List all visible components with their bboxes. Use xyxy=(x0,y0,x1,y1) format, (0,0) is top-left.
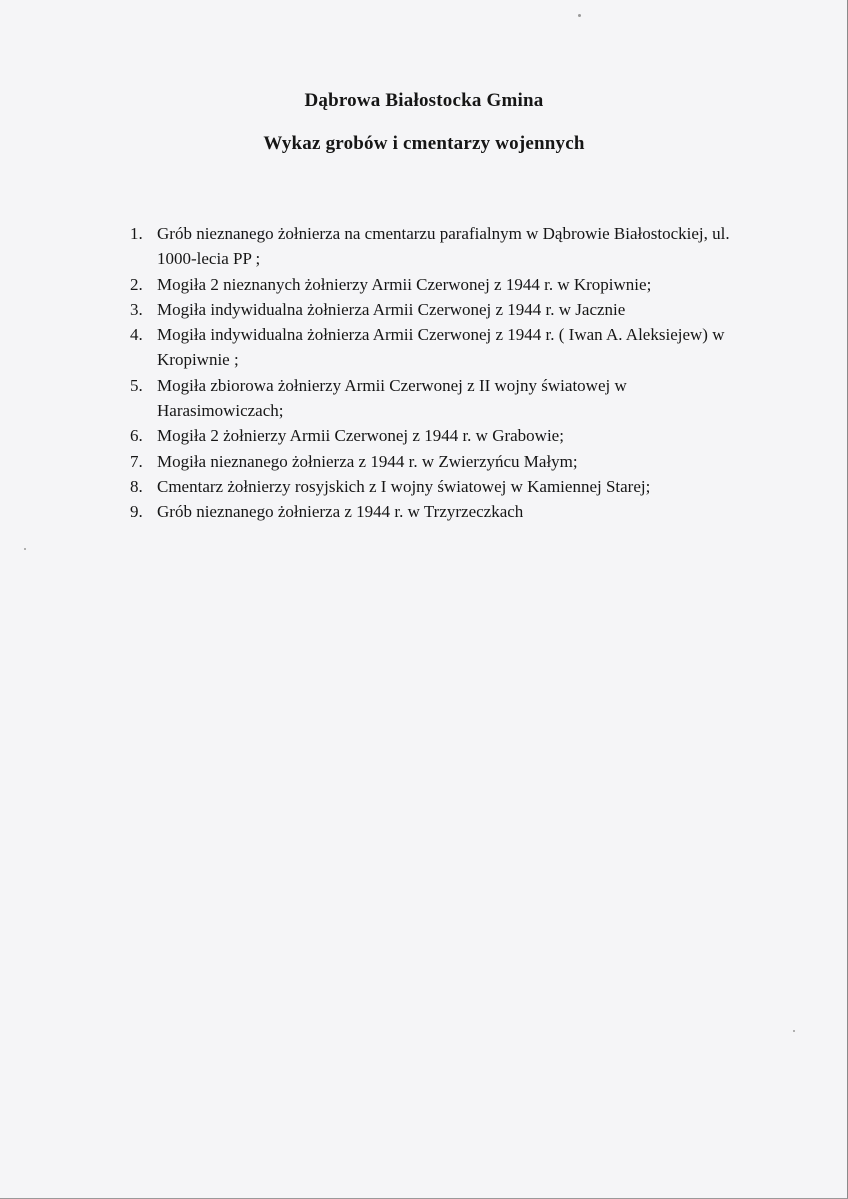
list-item-number: 2. xyxy=(130,274,143,294)
scan-speck xyxy=(578,14,581,17)
document-subtitle: Wykaz grobów i cmentarzy wojennych xyxy=(263,133,585,154)
list-item xyxy=(0,272,737,297)
scan-speck xyxy=(24,548,26,550)
list-item-number: 4. xyxy=(130,325,143,345)
list-item-number: 1. xyxy=(130,224,143,243)
list-item-number: 5. xyxy=(130,375,143,395)
list-item xyxy=(0,474,737,499)
list-item xyxy=(0,499,737,524)
list-item-text: Mogiła 2 żołnierzy Armii Czerwonej z 1944 r. w Grabowie; xyxy=(157,426,564,446)
list-item xyxy=(0,322,737,373)
list-item-text: Mogiła indywidualna żołnierza Armii Czerwonej z 1944 r. w Jacznie xyxy=(157,299,626,319)
list-item-text: Mogiła 2 nieznanych żołnierzy Armii Czerwonej z 1944 r. w Kropiwnie; xyxy=(157,274,652,294)
list-item-text: Grób nieznanego żołnierza na cmentarzu parafialnym w Dąbrowie Białostockiej, ul. 1000-lecia PP ; xyxy=(157,224,730,269)
list-item-number: 8. xyxy=(130,476,143,496)
list-item-text: Mogiła indywidualna żołnierza Armii Czerwonej z 1944 r. ( Iwan A. Aleksiejew) w Kropiwnie ; xyxy=(157,325,725,370)
list-item-number: 6. xyxy=(130,426,143,446)
list-item-number: 3. xyxy=(130,299,143,319)
list-item xyxy=(0,449,737,474)
list-item xyxy=(0,297,737,322)
list-item-text: Mogiła zbiorowa żołnierzy Armii Czerwonej z II wojny światowej w Harasimowiczach; xyxy=(157,375,627,421)
list-item xyxy=(0,221,737,272)
list-item xyxy=(0,373,737,424)
list-item-number: 7. xyxy=(130,451,143,471)
list-item-number: 9. xyxy=(130,502,143,522)
scan-speck xyxy=(793,1030,795,1032)
list-item-text: Cmentarz żołnierzy rosyjskich z I wojny światowej w Kamiennej Starej; xyxy=(157,476,651,496)
document-title: Dąbrowa Białostocka Gmina xyxy=(304,90,544,111)
list-item-text: Mogiła nieznanego żołnierza z 1944 r. w Zwierzyńcu Małym; xyxy=(157,451,578,471)
list-item-text: Grób nieznanego żołnierza z 1944 r. w Trzyrzeczkach xyxy=(157,502,524,522)
list-item xyxy=(0,423,737,448)
graves-list xyxy=(0,221,737,525)
